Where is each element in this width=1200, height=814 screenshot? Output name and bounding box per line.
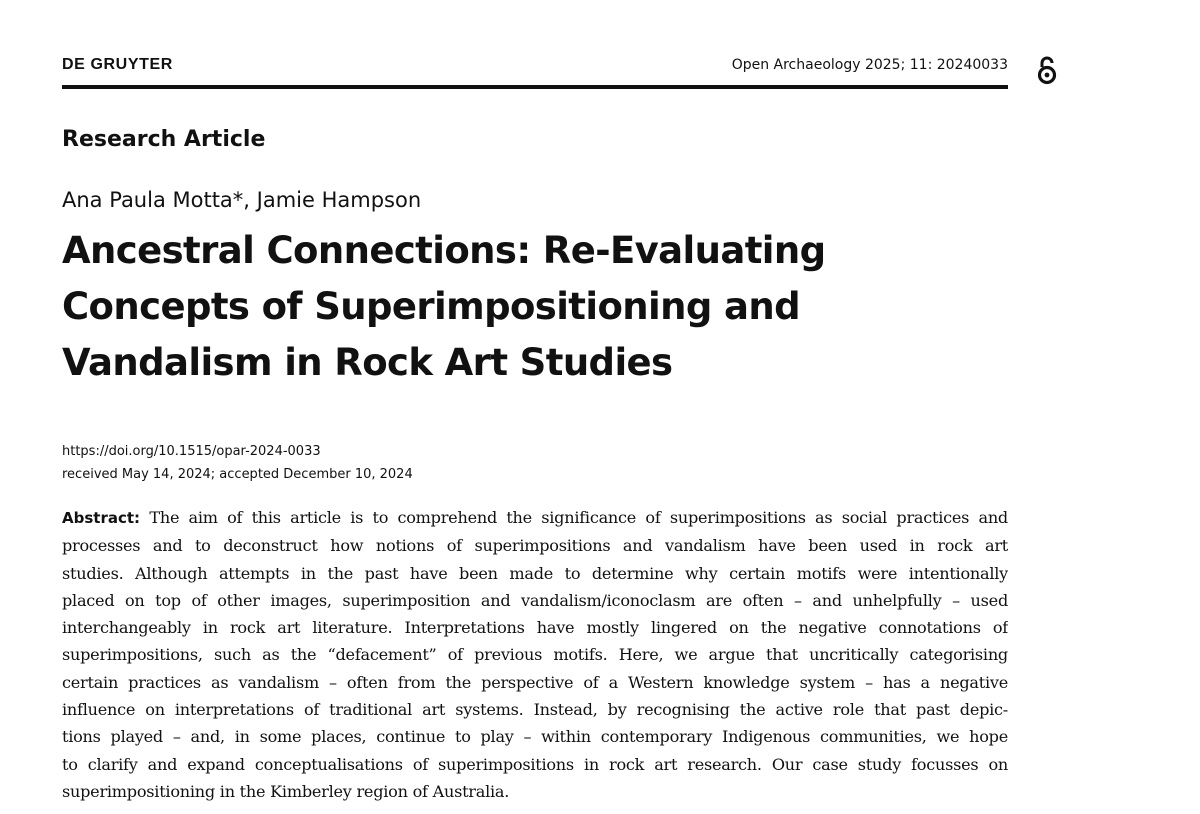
article-type: Research Article <box>62 127 266 152</box>
abstract-line: superimpositioning in the Kimberley region of Australia. <box>62 781 510 801</box>
abstract-line: superimpositions, such as the “defacement” of previous motifs. Here, we argue that uncritically categorising <box>62 645 1008 665</box>
abstract-label: Abstract: <box>62 509 141 527</box>
author-list: Ana Paula Motta*, Jamie Hampson <box>62 188 422 212</box>
open-access-icon <box>1036 54 1058 86</box>
title-line: Concepts of Superimpositioning and <box>62 285 800 328</box>
abstract-line <box>62 504 1008 532</box>
abstract-line: tions played – and, in some places, continue to play – within contemporary Indigenous communities, we hope <box>62 727 1008 747</box>
publisher-name: DE GRUYTER <box>62 56 173 73</box>
abstract-text: The aim of this article is to comprehend the significance of superimpositions as social practices and <box>140 508 1008 527</box>
publication-dates: received May 14, 2024; accepted December 10, 2024 <box>62 467 413 482</box>
title-line: Vandalism in Rock Art Studies <box>62 341 673 384</box>
title-line: Ancestral Connections: Re-Evaluating <box>62 229 826 272</box>
abstract-line: studies. Although attempts in the past have been made to determine why certain motifs were intentionally <box>62 563 1008 583</box>
abstract <box>62 504 1008 805</box>
header-divider <box>62 85 1008 89</box>
journal-reference: Open Archaeology 2025; 11: 20240033 <box>731 57 1008 73</box>
article-title <box>62 223 942 391</box>
abstract-line: placed on top of other images, superimposition and vandalism/iconoclasm are often – and unhelpfully – used <box>62 590 1008 610</box>
abstract-line: to clarify and expand conceptualisations of superimpositions in rock art research. Our case study focusses on <box>62 754 1008 774</box>
abstract-line: certain practices as vandalism – often from the perspective of a Western knowledge system – has a negative <box>62 672 1008 692</box>
abstract-line: processes and to deconstruct how notions of superimpositions and vandalism have been used in rock art <box>62 536 1008 556</box>
abstract-line: interchangeably in rock art literature. Interpretations have mostly lingered on the negative connotations of <box>62 618 1008 638</box>
abstract-line: influence on interpretations of traditional art systems. Instead, by recognising the active role that past depic- <box>62 700 1008 720</box>
doi-link[interactable]: https://doi.org/10.1515/opar-2024-0033 <box>62 444 321 459</box>
